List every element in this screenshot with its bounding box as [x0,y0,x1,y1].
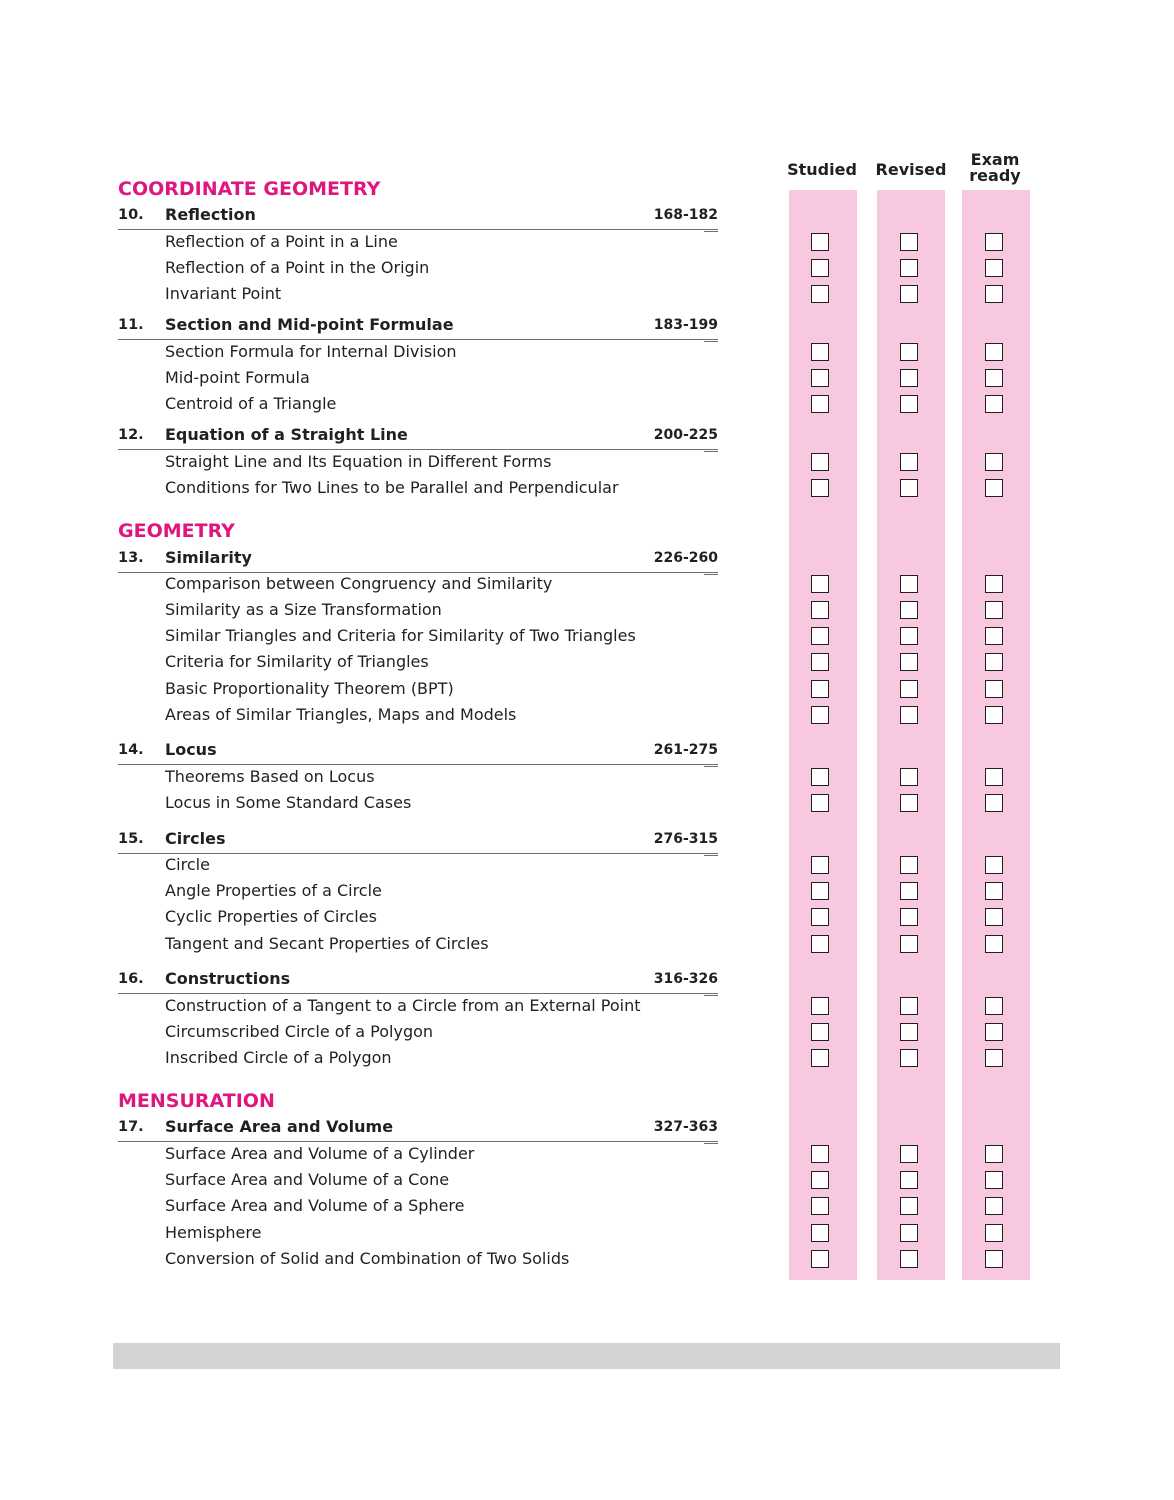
revised-checkbox[interactable] [900,395,918,413]
exam-ready-checkbox[interactable] [985,479,1003,497]
studied-checkbox[interactable] [811,1145,829,1163]
chapter-page-range: 316-326 [653,971,718,987]
exam-ready-checkbox[interactable] [985,1224,1003,1242]
studied-checkbox[interactable] [811,1250,829,1268]
chapter-number: 11. [118,317,144,333]
exam-ready-checkbox[interactable] [985,706,1003,724]
exam-ready-checkbox[interactable] [985,882,1003,900]
studied-checkbox[interactable] [811,935,829,953]
revised-checkbox[interactable] [900,768,918,786]
studied-checkbox[interactable] [811,1197,829,1215]
section-heading: GEOMETRY [118,520,235,542]
studied-checkbox[interactable] [811,479,829,497]
chapter-number: 10. [118,207,144,223]
chapter-title: Similarity [165,548,252,567]
column-header-revised: Revised [875,160,947,179]
exam-ready-checkbox[interactable] [985,343,1003,361]
topic-item: Surface Area and Volume of a Sphere [165,1196,465,1215]
chapter-number: 14. [118,742,144,758]
exam-ready-checkbox[interactable] [985,794,1003,812]
column-header-exam-ready: Exam ready [969,150,1021,185]
revised-checkbox[interactable] [900,856,918,874]
revised-checkbox[interactable] [900,1145,918,1163]
chapter-row [118,829,718,854]
exam-ready-checkbox[interactable] [985,1250,1003,1268]
topic-item: Basic Proportionality Theorem (BPT) [165,679,454,698]
chapter-page-range: 200-225 [653,427,718,443]
exam-ready-checkbox[interactable] [985,935,1003,953]
chapter-page-range: 276-315 [653,831,718,847]
studied-checkbox[interactable] [811,908,829,926]
studied-checkbox[interactable] [811,680,829,698]
topic-item: Criteria for Similarity of Triangles [165,652,429,671]
studied-checkbox[interactable] [811,1023,829,1041]
revised-checkbox[interactable] [900,627,918,645]
topic-item: Hemisphere [165,1223,262,1242]
studied-checkbox[interactable] [811,369,829,387]
revised-checkbox[interactable] [900,1171,918,1189]
topic-item: Straight Line and Its Equation in Different Forms [165,452,552,471]
exam-ready-checkbox[interactable] [985,653,1003,671]
chapter-row [118,740,718,765]
chapter-page-range: 327-363 [653,1119,718,1135]
studied-checkbox[interactable] [811,856,829,874]
exam-ready-checkbox[interactable] [985,285,1003,303]
topic-item: Section Formula for Internal Division [165,342,457,361]
studied-checkbox[interactable] [811,768,829,786]
topic-item: Tangent and Secant Properties of Circles [165,934,489,953]
revised-checkbox[interactable] [900,453,918,471]
revised-checkbox[interactable] [900,680,918,698]
exam-ready-checkbox[interactable] [985,1049,1003,1067]
chapter-page-range: 226-260 [653,550,718,566]
chapter-number: 17. [118,1119,144,1135]
topic-item: Similarity as a Size Transformation [165,600,442,619]
topic-item: Comparison between Congruency and Similarity [165,574,553,593]
revised-checkbox[interactable] [900,575,918,593]
studied-checkbox[interactable] [811,575,829,593]
studied-checkbox[interactable] [811,601,829,619]
chapter-row [118,1117,718,1142]
studied-checkbox[interactable] [811,285,829,303]
revised-checkbox[interactable] [900,882,918,900]
exam-ready-checkbox[interactable] [985,1197,1003,1215]
revised-checkbox[interactable] [900,1250,918,1268]
topic-item: Circle [165,855,210,874]
topic-item: Conditions for Two Lines to be Parallel and Perpendicular [165,478,619,497]
chapter-row [118,969,718,994]
exam-ready-checkbox[interactable] [985,680,1003,698]
chapter-row [118,315,718,340]
studied-checkbox[interactable] [811,794,829,812]
exam-ready-checkbox[interactable] [985,233,1003,251]
exam-ready-checkbox[interactable] [985,259,1003,277]
topic-item: Reflection of a Point in a Line [165,232,398,251]
topic-item: Conversion of Solid and Combination of Two Solids [165,1249,570,1268]
studied-checkbox[interactable] [811,706,829,724]
exam-ready-checkbox[interactable] [985,1145,1003,1163]
topic-item: Angle Properties of a Circle [165,881,382,900]
exam-ready-checkbox[interactable] [985,395,1003,413]
revised-checkbox[interactable] [900,1023,918,1041]
revised-checkbox[interactable] [900,794,918,812]
exam-ready-checkbox[interactable] [985,453,1003,471]
revised-checkbox[interactable] [900,259,918,277]
topic-item: Inscribed Circle of a Polygon [165,1048,392,1067]
chapter-number: 13. [118,550,144,566]
revised-checkbox[interactable] [900,1049,918,1067]
chapter-title: Locus [165,740,217,759]
column-header-studied: Studied [787,160,857,179]
chapter-title: Circles [165,829,226,848]
chapter-title: Surface Area and Volume [165,1117,394,1136]
revised-checkbox[interactable] [900,997,918,1015]
exam-ready-checkbox[interactable] [985,627,1003,645]
chapter-page-range: 183-199 [653,317,718,333]
exam-ready-checkbox[interactable] [985,997,1003,1015]
studied-checkbox[interactable] [811,882,829,900]
studied-checkbox[interactable] [811,453,829,471]
topic-item: Similar Triangles and Criteria for Similarity of Two Triangles [165,626,636,645]
topic-item: Invariant Point [165,284,282,303]
revised-checkbox[interactable] [900,1197,918,1215]
section-heading: MENSURATION [118,1090,275,1112]
revised-checkbox[interactable] [900,343,918,361]
exam-ready-checkbox[interactable] [985,908,1003,926]
exam-ready-checkbox[interactable] [985,768,1003,786]
chapter-page-range: 168-182 [653,207,718,223]
chapter-number: 15. [118,831,144,847]
exam-ready-checkbox[interactable] [985,601,1003,619]
chapter-number: 12. [118,427,144,443]
chapter-page-range: 261-275 [653,742,718,758]
exam-ready-checkbox[interactable] [985,1023,1003,1041]
revised-checkbox[interactable] [900,706,918,724]
chapter-row [118,205,718,230]
exam-ready-checkbox[interactable] [985,575,1003,593]
topic-item: Areas of Similar Triangles, Maps and Models [165,705,517,724]
chapter-row [118,425,718,450]
topic-item: Reflection of a Point in the Origin [165,258,430,277]
exam-ready-checkbox[interactable] [985,1171,1003,1189]
studied-checkbox[interactable] [811,233,829,251]
studied-checkbox[interactable] [811,395,829,413]
topic-item: Construction of a Tangent to a Circle from an External Point [165,996,641,1015]
revised-checkbox[interactable] [900,233,918,251]
revised-checkbox[interactable] [900,601,918,619]
studied-checkbox[interactable] [811,1224,829,1242]
revised-checkbox[interactable] [900,369,918,387]
revised-checkbox[interactable] [900,1224,918,1242]
studied-checkbox[interactable] [811,653,829,671]
exam-ready-checkbox[interactable] [985,369,1003,387]
studied-checkbox[interactable] [811,259,829,277]
topic-item: Cyclic Properties of Circles [165,907,377,926]
studied-checkbox[interactable] [811,627,829,645]
revised-checkbox[interactable] [900,908,918,926]
chapter-title: Reflection [165,205,256,224]
studied-checkbox[interactable] [811,343,829,361]
studied-checkbox[interactable] [811,1171,829,1189]
topic-item: Circumscribed Circle of a Polygon [165,1022,434,1041]
topic-item: Locus in Some Standard Cases [165,793,412,812]
revised-checkbox[interactable] [900,285,918,303]
chapter-number: 16. [118,971,144,987]
revised-checkbox[interactable] [900,479,918,497]
revised-checkbox[interactable] [900,935,918,953]
chapter-title: Constructions [165,969,291,988]
footer-bar [113,1343,1060,1369]
studied-checkbox[interactable] [811,997,829,1015]
exam-ready-checkbox[interactable] [985,856,1003,874]
topic-item: Theorems Based on Locus [165,767,375,786]
studied-checkbox[interactable] [811,1049,829,1067]
revised-checkbox[interactable] [900,653,918,671]
chapter-row [118,548,718,573]
topic-item: Centroid of a Triangle [165,394,337,413]
topic-item: Mid-point Formula [165,368,310,387]
chapter-title: Section and Mid-point Formulae [165,315,454,334]
section-heading: COORDINATE GEOMETRY [118,178,381,200]
topic-item: Surface Area and Volume of a Cone [165,1170,450,1189]
topic-item: Surface Area and Volume of a Cylinder [165,1144,475,1163]
chapter-title: Equation of a Straight Line [165,425,408,444]
